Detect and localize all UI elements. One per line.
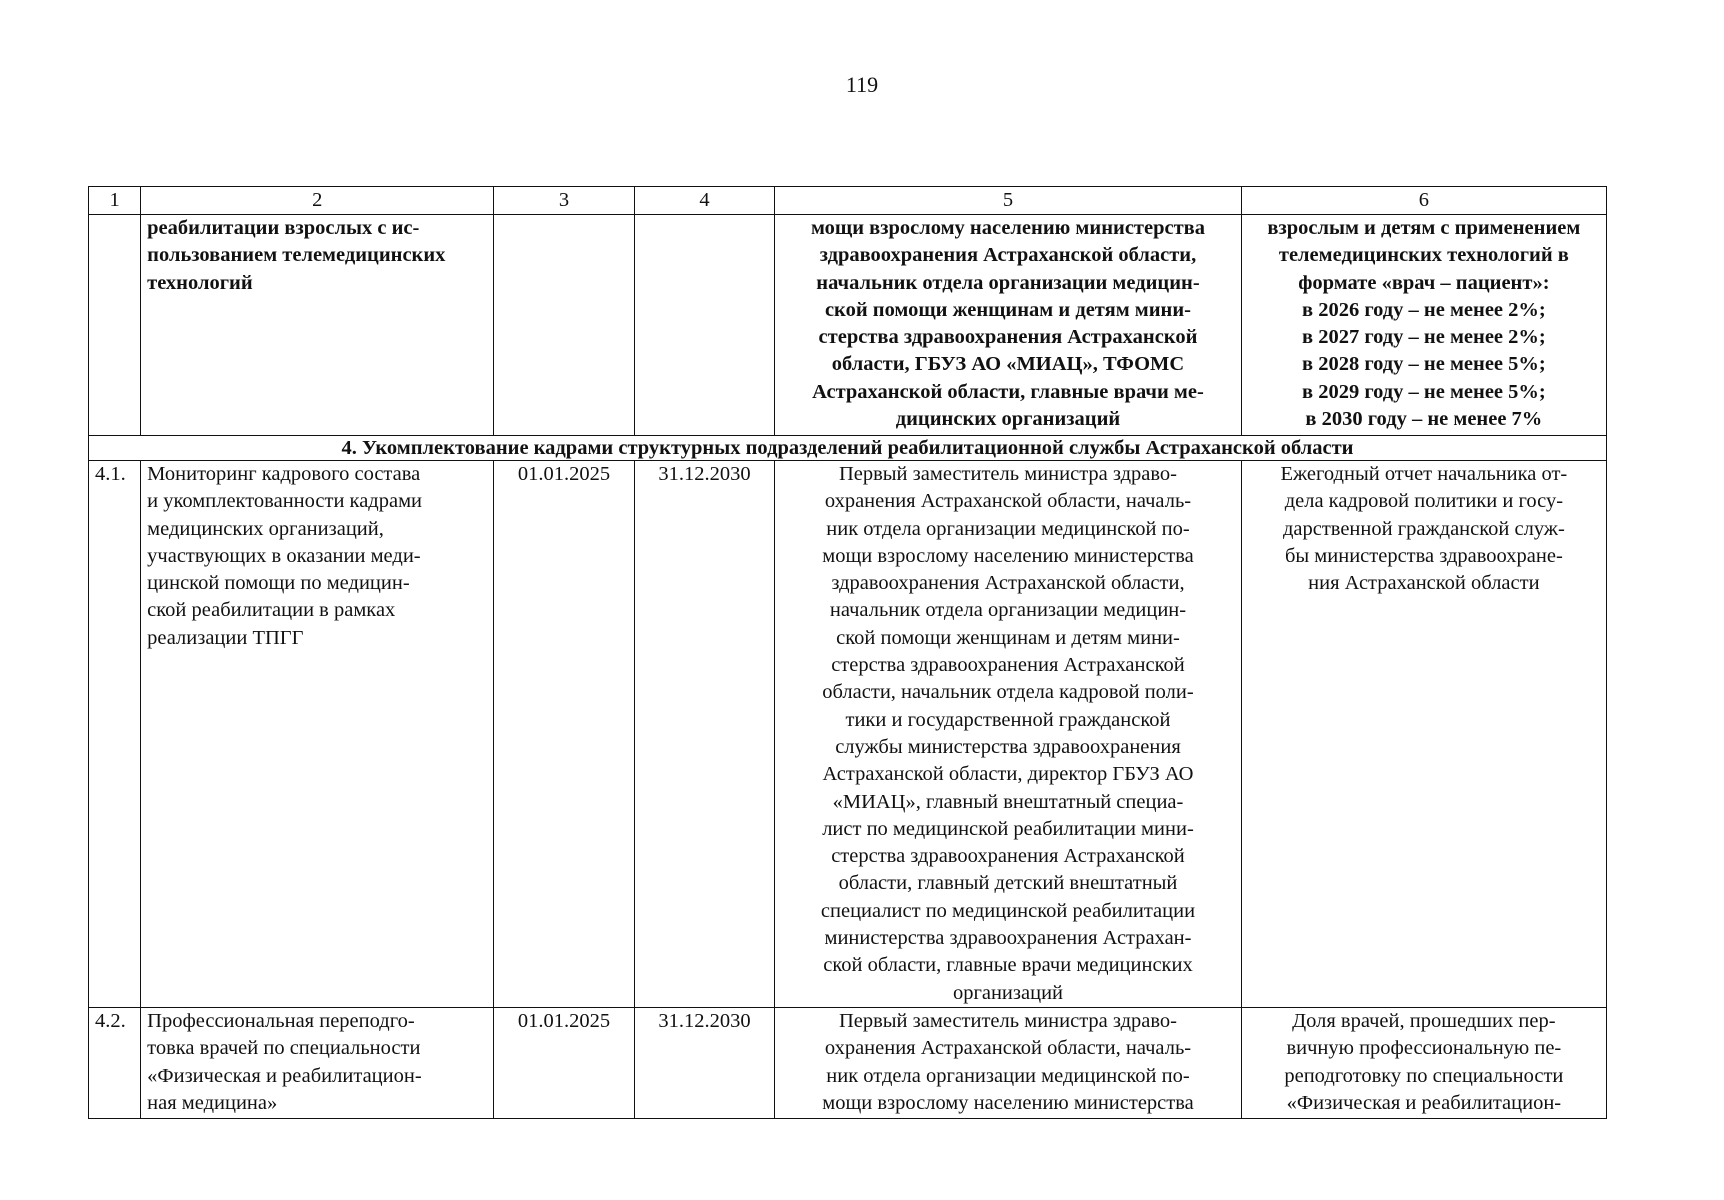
result-line: реподготовку по специальности: [1284, 1064, 1564, 1087]
responsible-line: начальник отдела организации медицин-: [829, 599, 1187, 622]
continuation-number-cell: [89, 215, 141, 436]
responsible-line: области, главный детский внештатный: [838, 872, 1178, 895]
continuation-name-line: пользованием телемедицинских: [147, 244, 446, 267]
activity-name-line: «Физическая и реабилитацион-: [147, 1064, 422, 1087]
continuation-responsible-line: ской помощи женщинам и детям мини-: [824, 298, 1192, 321]
responsible-line: ской области, главные врачи медицинских: [823, 954, 1193, 977]
start-date-cell: 01.01.2025: [494, 1007, 634, 1118]
result-line: вичную профессиональную пе-: [1286, 1037, 1562, 1060]
continuation-result-line: в 2029 году – не менее 5%;: [1302, 380, 1546, 403]
continuation-responsible-line: дицинских организаций: [895, 408, 1121, 431]
responsible-line: тики и государственной гражданской: [845, 708, 1171, 731]
continuation-end-cell: [634, 215, 774, 436]
continuation-responsible-line: стерства здравоохранения Астраханской: [818, 326, 1198, 349]
responsible-line: Первый заместитель министра здраво-: [838, 1009, 1178, 1032]
continuation-result-line: в 2028 году – не менее 5%;: [1302, 353, 1546, 376]
responsible-line: ник отдела организации медицинской по-: [826, 517, 1190, 540]
result-line: Доля врачей, прошедших пер-: [1292, 1009, 1556, 1032]
responsible-line: здравоохранения Астраханской области,: [831, 572, 1185, 595]
table-row: [89, 461, 1607, 1008]
end-date-cell: 31.12.2030: [634, 461, 774, 1008]
responsible-line: мощи взрослому населению министерства: [822, 1091, 1194, 1114]
result-line: дела кадровой политики и госу-: [1284, 490, 1564, 513]
section-title: 4. Укомплектование кадрами структурных подразделений реабилитационной службы Астраханской области: [89, 436, 1607, 461]
responsible-line: Астраханской области, директор ГБУЗ АО: [822, 763, 1194, 786]
plan-table: [88, 186, 1607, 1119]
continuation-responsible-line: области, ГБУЗ АО «МИАЦ», ТФОМС: [831, 353, 1185, 376]
continuation-name-line: технологий: [147, 271, 253, 294]
responsible-cell: [775, 461, 1242, 1008]
row-number: 4.1.: [89, 461, 141, 1008]
responsible-cell: [775, 1007, 1242, 1118]
result-line: дарственной гражданской служ-: [1282, 517, 1565, 540]
responsible-line: области, начальник отдела кадровой поли-: [822, 681, 1194, 704]
activity-name-line: реализации ТПГГ: [147, 626, 304, 649]
column-number-1: 1: [89, 187, 141, 215]
continuation-name-cell: [141, 215, 494, 436]
responsible-line: организаций: [952, 981, 1064, 1004]
row-number: 4.2.: [89, 1007, 141, 1118]
activity-name-line: товка врачей по специальности: [147, 1037, 421, 1060]
result-line: Ежегодный отчет начальника от-: [1280, 463, 1568, 485]
page-number: 119: [845, 72, 879, 97]
continuation-result-line: в 2030 году – не менее 7%: [1305, 408, 1543, 431]
continuation-responsible-line: мощи взрослому населению министерства: [810, 217, 1205, 239]
activity-name-cell: [141, 461, 494, 1008]
responsible-line: «МИАЦ», главный внештатный специа-: [832, 790, 1184, 813]
responsible-line: ник отдела организации медицинской по-: [826, 1064, 1190, 1087]
start-date-cell: 01.01.2025: [494, 461, 634, 1008]
activity-name-line: медицинских организаций,: [147, 517, 384, 540]
responsible-line: службы министерства здравоохранения: [835, 735, 1181, 758]
continuation-result-line: в 2027 году – не менее 2%;: [1302, 326, 1546, 349]
result-line: «Физическая и реабилитацион-: [1286, 1091, 1562, 1114]
activity-name-line: участвующих в оказании меди-: [147, 544, 421, 567]
responsible-line: стерства здравоохранения Астраханской: [831, 845, 1185, 868]
activity-name-line: ная медицина»: [147, 1091, 278, 1114]
activity-name-line: Профессиональная переподго-: [147, 1009, 415, 1032]
column-number-5: 5: [775, 187, 1242, 215]
continuation-responsible-line: Астраханской области, главные врачи ме-: [812, 380, 1204, 403]
activity-name-line: цинской помощи по медицин-: [147, 572, 410, 595]
continuation-result-cell: [1241, 215, 1606, 436]
responsible-line: специалист по медицинской реабилитации: [820, 899, 1196, 922]
continuation-responsible-line: здравоохранения Астраханской области,: [819, 244, 1197, 267]
continuation-name-line: реабилитации взрослых с ис-: [147, 217, 420, 239]
column-number-3: 3: [494, 187, 634, 215]
responsible-line: мощи взрослому населению министерства: [822, 544, 1194, 567]
activity-name-line: ской реабилитации в рамках: [147, 599, 396, 622]
continuation-result-line: формате «врач – пациент»:: [1298, 271, 1550, 294]
responsible-line: охранения Астраханской области, началь-: [824, 1037, 1192, 1060]
continuation-responsible-line: начальник отдела организации медицин-: [816, 271, 1200, 294]
column-number-6: 6: [1241, 187, 1606, 215]
responsible-line: Первый заместитель министра здраво-: [838, 463, 1178, 485]
responsible-line: стерства здравоохранения Астраханской: [831, 654, 1185, 677]
column-number-4: 4: [634, 187, 774, 215]
continuation-responsible-cell: [775, 215, 1242, 436]
responsible-line: лист по медицинской реабилитации мини-: [822, 817, 1194, 840]
result-cell: [1241, 461, 1606, 1008]
responsible-line: министерства здравоохранения Астрахан-: [824, 927, 1192, 950]
section-row: [89, 436, 1607, 461]
continuation-row: [89, 215, 1607, 436]
activity-name-line: Мониторинг кадрового состава: [147, 463, 421, 485]
responsible-line: ской помощи женщинам и детям мини-: [836, 626, 1180, 649]
activity-name-line: и укомплектованности кадрами: [147, 490, 423, 513]
result-line: ния Астраханской области: [1308, 572, 1540, 595]
column-number-row: [89, 187, 1607, 215]
continuation-result-line: в 2026 году – не менее 2%;: [1302, 298, 1546, 321]
column-number-2: 2: [141, 187, 494, 215]
result-cell: [1241, 1007, 1606, 1118]
end-date-cell: 31.12.2030: [634, 1007, 774, 1118]
continuation-result-line: взрослым и детям с применением: [1267, 217, 1581, 239]
activity-name-cell: [141, 1007, 494, 1118]
result-line: бы министерства здравоохране-: [1284, 544, 1563, 567]
responsible-line: охранения Астраханской области, началь-: [824, 490, 1192, 513]
continuation-result-line: телемедицинских технологий в: [1278, 244, 1569, 267]
continuation-start-cell: [494, 215, 634, 436]
table-row: [89, 1007, 1607, 1118]
